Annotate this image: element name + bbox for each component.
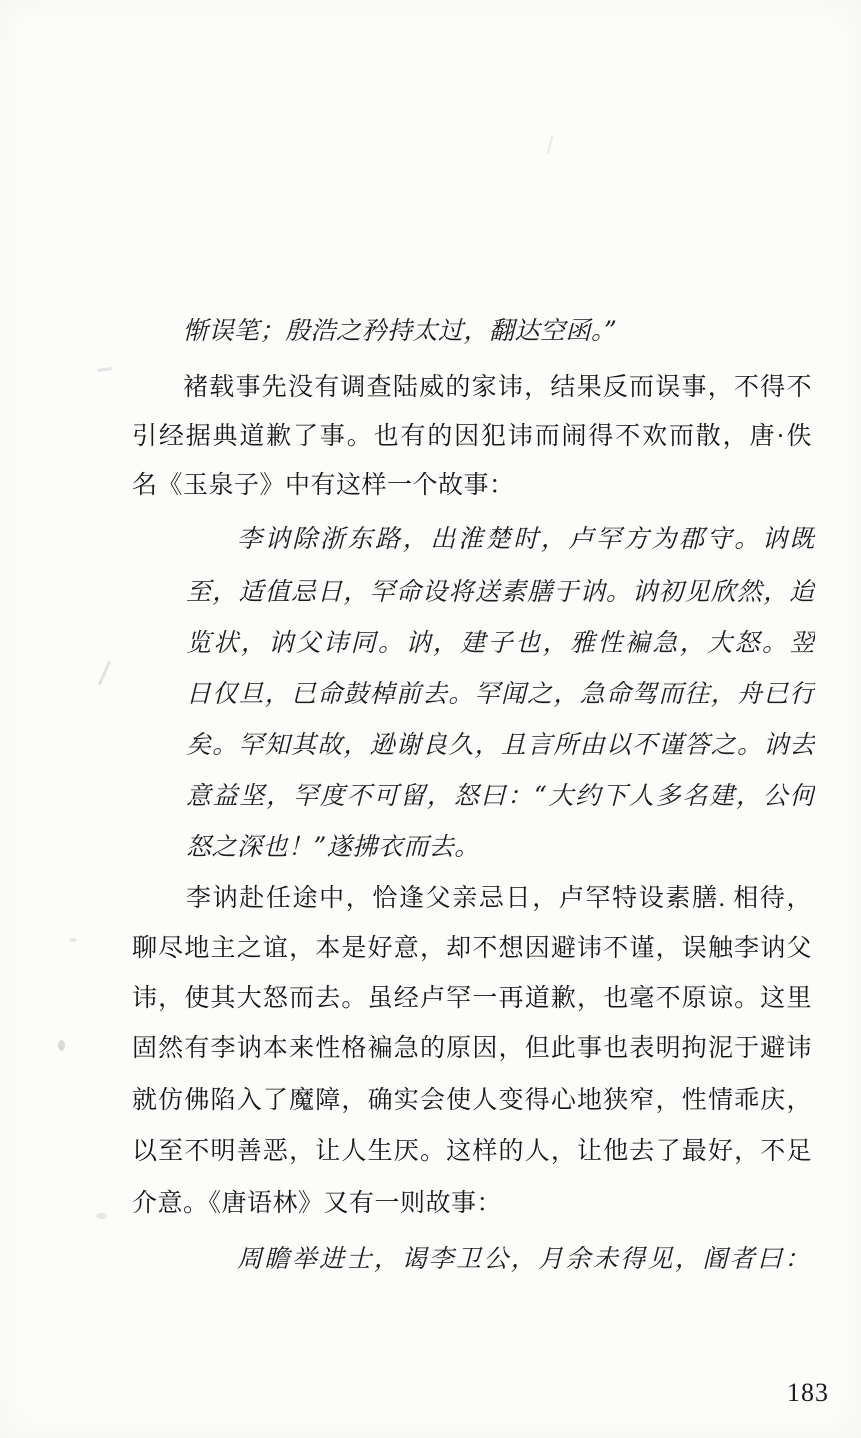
paragraph-line: 介意。《唐语林》又有一则故事： — [132, 1190, 503, 1217]
scan-artifact — [96, 1213, 107, 1219]
paragraph-line: 就仿佛陷入了魔障，确实会使人变得心地狭窄，性情乖庆， — [132, 1087, 812, 1114]
paragraph-line: 聊尽地主之谊，本是好意，却不想因避讳不谨，误触李讷父 — [132, 935, 812, 962]
quote-line: 日仅旦，已命鼓棹前去。罕闻之，急命驾而往，舟已行 — [186, 679, 815, 708]
quote-line: 矣。罕知其故，逊谢良久，且言所由以不谨答之。讷去 — [186, 730, 815, 759]
paragraph-line: 引经据典道歉了事。也有的因犯讳而闹得不欢而散，唐·佚 — [132, 423, 812, 450]
paragraph-line: 以至不明善恶，让人生厌。这样的人，让他去了最好，不足 — [132, 1138, 812, 1165]
opening-quote-line: 惭误笔；殷浩之矜持太过，翻达空函。” — [183, 316, 618, 345]
quote-line: 览状，讷父讳同。讷，建子也，雅性褊急，大怒。翌 — [186, 628, 815, 657]
quote-line: 意益坚，罕度不可留，怒曰：“大约下人多名建，公何 — [186, 781, 815, 810]
scan-artifact — [547, 136, 553, 154]
paragraph-line: 褚载事先没有调查陆威的家讳，结果反而误事，不得不 — [183, 374, 812, 401]
scan-artifact — [69, 938, 77, 942]
paragraph-line: 固然有李讷本来性格褊急的原因，但此事也表明拘泥于避讳 — [132, 1035, 812, 1062]
quote-line: 李讷除浙东路，出淮楚时，卢罕方为郡守。讷既 — [237, 524, 815, 553]
paragraph-line: 李讷赴任途中，恰逢父亲忌日，卢罕特设素膳. 相待， — [186, 885, 812, 912]
scan-artifact — [58, 1040, 65, 1051]
scan-artifact — [97, 367, 112, 372]
quote-line: 周瞻举进士，谒李卫公，月余未得见，阍者曰： — [237, 1244, 810, 1273]
scan-artifact — [98, 661, 111, 686]
quote-line: 至，适值忌日，罕命设将送素膳于讷。讷初见欣然，迨 — [186, 577, 815, 606]
page-number: 183 — [787, 1378, 829, 1407]
paragraph-line: 讳，使其大怒而去。虽经卢罕一再道歉，也毫不原谅。这里 — [132, 985, 812, 1012]
paragraph-line: 名《玉泉子》中有这样一个故事： — [132, 472, 515, 499]
quote-line: 怒之深也！”遂拂衣而去。 — [186, 832, 480, 861]
